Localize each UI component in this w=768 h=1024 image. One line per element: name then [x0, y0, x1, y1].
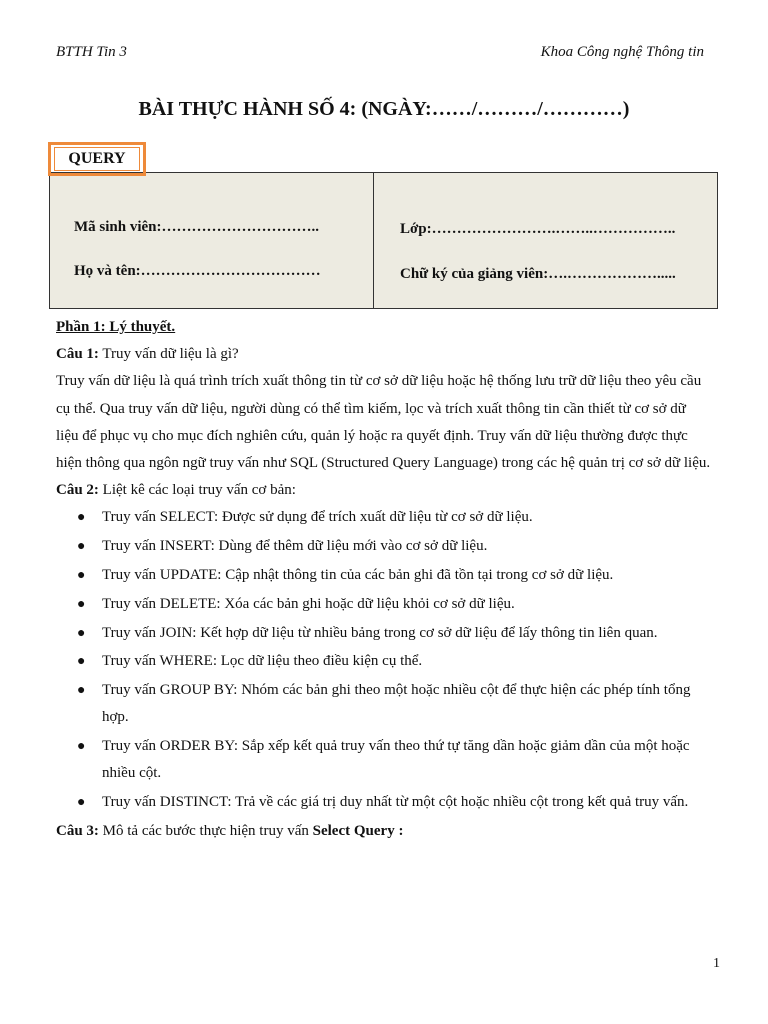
question-1 [56, 341, 712, 368]
bullet-icon: ● [77, 568, 86, 584]
query-badge-label: QUERY [54, 147, 140, 171]
list-item: ● Truy vấn SELECT: Được sử dụng để trích xuất dữ liệu từ cơ sở dữ liệu. [56, 504, 712, 531]
question-1-text: Truy vấn dữ liệu là gì? [98, 346, 239, 363]
question-2-text: Liệt kê các loại truy vấn cơ bản: [98, 482, 296, 499]
header-faculty: Khoa Công nghệ Thông tin [540, 44, 704, 60]
document-body [56, 314, 712, 845]
list-item: ● Truy vấn GROUP BY: Nhóm các bản ghi theo một hoặc nhiều cột để thực hiện các phép tính tổng hợp. [56, 677, 712, 731]
question-3-text: Mô tả các bước thực hiện truy vấn [98, 823, 313, 839]
info-right-column [374, 173, 717, 308]
list-item: ● Truy vấn ORDER BY: Sắp xếp kết quả truy vấn theo thứ tự tăng dần hoặc giảm dần của một hoặc nhiều cột. [56, 733, 712, 787]
list-item: ● Truy vấn JOIN: Kết hợp dữ liệu từ nhiều bảng trong cơ sở dữ liệu để lấy thông tin liên quan. [56, 620, 712, 647]
question-2-label: Câu 2: [56, 482, 99, 499]
section-1-title: Phần 1: Lý thuyết. [56, 319, 176, 335]
question-3-label: Câu 3: [56, 823, 99, 839]
page-number: 1 [713, 956, 720, 971]
bullet-icon: ● [77, 539, 86, 555]
question-1-answer: Truy vấn dữ liệu là quá trình trích xuất thông tin từ cơ sở dữ liệu hoặc hệ thống lưu trữ dữ liệu theo yêu cầu cụ thể. Qua truy vấn dữ liệu, người dùng có thể tìm kiếm, lọc và trích xuất thông tin cần thiết từ cơ sở dữ liệu để phục vụ cho mục đích nghiên cứu, quản lý hoặc ra quyết định. Truy vấn dữ liệu thường được thực hiện thông qua ngôn ngữ truy vấn như SQL (Structured Query Language) trong các hệ quản trị cơ sở dữ liệu. [56, 373, 711, 472]
bullet-icon: ● [77, 625, 86, 641]
page-title: BÀI THỰC HÀNH SỐ 4: (NGÀY:……/………/…………) [138, 98, 630, 120]
full-name-field: Họ và tên:……………………………… [74, 263, 321, 279]
bullet-icon: ● [77, 739, 86, 755]
student-info-box [49, 172, 718, 309]
list-item: ● Truy vấn WHERE: Lọc dữ liệu theo điều kiện cụ thể. [56, 648, 712, 675]
list-item: ● Truy vấn DELETE: Xóa các bản ghi hoặc dữ liệu khỏi cơ sở dữ liệu. [56, 591, 712, 618]
bullet-icon: ● [77, 510, 86, 526]
bullet-icon: ● [77, 795, 86, 811]
info-left-column [50, 173, 374, 308]
query-type-list [56, 504, 712, 816]
bullet-icon: ● [77, 654, 86, 670]
question-1-label: Câu 1: [56, 346, 99, 363]
list-item: ● Truy vấn UPDATE: Cập nhật thông tin của các bản ghi đã tồn tại trong cơ sở dữ liệu. [56, 562, 712, 589]
header-course: BTTH Tin 3 [56, 44, 127, 60]
list-item: ● Truy vấn DISTINCT: Trả về các giá trị duy nhất từ một cột hoặc nhiều cột trong kết quả truy vấn. [56, 789, 712, 816]
bullet-icon: ● [77, 596, 86, 612]
signature-field: Chữ ký của giảng viên:….………………..... [400, 266, 676, 282]
question-3-bold: Select Query : [312, 823, 404, 839]
student-id-field: Mã sinh viên:………………………….. [74, 219, 320, 235]
list-item: ● Truy vấn INSERT: Dùng để thêm dữ liệu mới vào cơ sở dữ liệu. [56, 533, 712, 560]
class-field: Lớp:…………………….……..…………….. [400, 221, 676, 237]
bullet-icon: ● [77, 683, 86, 699]
question-2 [56, 477, 712, 504]
question-3 [56, 818, 712, 845]
query-badge [48, 142, 146, 176]
